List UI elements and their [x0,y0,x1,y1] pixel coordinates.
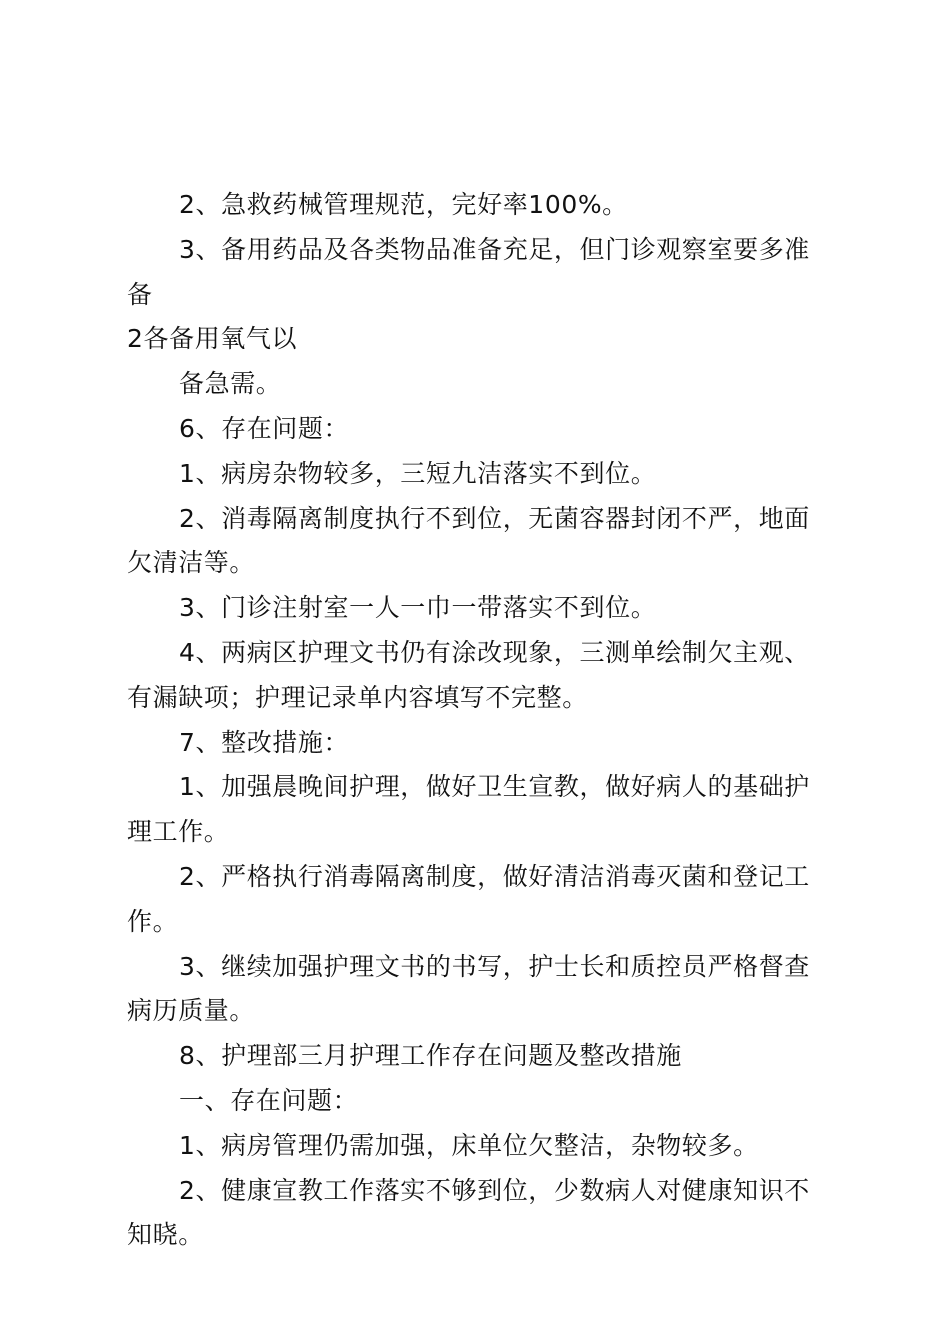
paragraph: 2、健康宣教工作落实不够到位，少数病人对健康知识不知晓。 [127,1175,810,1250]
paragraph: 1、病房管理仍需加强，床单位欠整洁，杂物较多。 [179,1130,759,1160]
paragraph: 备急需。 [179,369,282,399]
paragraph: 2、严格执行消毒隔离制度，做好清洁消毒灭菌和登记工作。 [127,861,810,936]
paragraph: 1、病房杂物较多，三短九洁落实不到位。 [179,458,657,488]
paragraph: 3、继续加强护理文书的书写，护士长和质控员严格督查病历质量。 [127,951,810,1026]
paragraph: 1、加强晨晚间护理，做好卫生宣教，做好病人的基础护理工作。 [127,772,810,847]
paragraph: 2、急救药械管理规范，完好率100%。 [179,190,628,219]
paragraph: 8、护理部三月护理工作存在问题及整改措施 [179,1041,682,1071]
paragraph: 一、存在问题： [179,1085,359,1115]
paragraph: 2各备用氧气以 [127,324,298,354]
paragraph: 3、备用药品及各类物品准备充足，但门诊观察室要多准备 [127,234,810,309]
paragraph: 4、两病区护理文书仍有涂改现象，三测单绘制欠主观、有漏缺项；护理记录单内容填写不完整。 [127,637,810,712]
paragraph: 2、消毒隔离制度执行不到位，无菌容器封闭不严，地面欠清洁等。 [127,503,810,578]
paragraph: 3、门诊注射室一人一巾一带落实不到位。 [179,593,657,623]
document-body [127,183,835,1258]
paragraph: 7、整改措施： [179,727,350,757]
paragraph: 6、存在问题： [179,413,350,443]
